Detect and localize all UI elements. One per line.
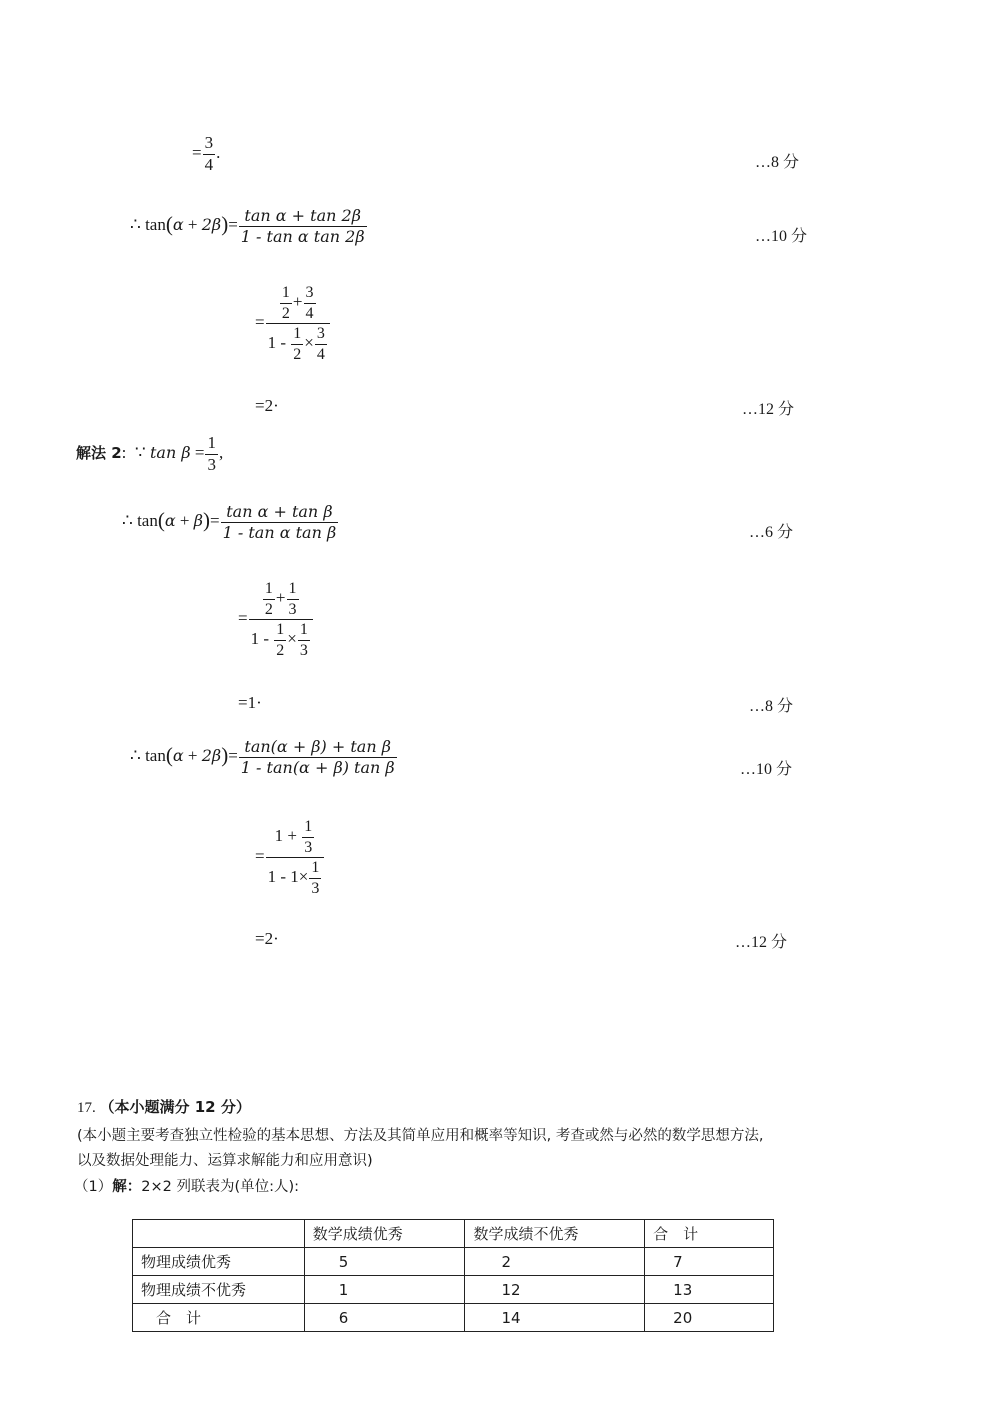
times: × [304, 333, 314, 353]
table-cell: 6 [304, 1304, 465, 1332]
denominator: 1 - tan(α + β) tan β [240, 757, 395, 777]
plus: + [179, 511, 190, 530]
two-beta: 2β [201, 746, 222, 765]
row-label: 物理成绩不优秀 [133, 1276, 305, 1304]
plus: + [187, 215, 198, 234]
tan-beta: tan β [149, 443, 191, 463]
fraction [287, 580, 299, 618]
numerator: tan α + tan 2β [244, 206, 361, 225]
score-marker: …6 分 [749, 524, 794, 541]
solution-label: 解： [112, 1179, 142, 1195]
equals-sign: = [255, 846, 265, 866]
fraction [239, 738, 397, 776]
table-cell: 2 [465, 1248, 645, 1276]
fraction [304, 284, 316, 322]
numerator [277, 284, 319, 323]
left-paren: ( [157, 508, 165, 532]
formula-tan-alpha-plus-beta [122, 503, 339, 541]
table-cell: 20 [645, 1304, 774, 1332]
one-minus-one-times: 1 - 1× [267, 867, 309, 887]
alpha: α [172, 215, 184, 234]
one-minus: 1 - [267, 333, 291, 353]
fraction [274, 621, 286, 659]
result-line: =2· [255, 396, 279, 415]
table-cell: 14 [465, 1304, 645, 1332]
colon: : [121, 443, 127, 463]
numerator: 1 [281, 284, 290, 301]
equals-sign: = [194, 443, 205, 463]
numerator: 1 [288, 580, 297, 597]
row-label: 物理成绩优秀 [133, 1248, 305, 1276]
numerator: 3 [305, 284, 314, 301]
denominator: 4 [316, 345, 325, 363]
formula-tan-alpha-plus-2beta [130, 207, 368, 245]
problem-description-line1: (本小题主要考查独立性检验的基本思想、方法及其简单应用和概率等知识, 考查或然与必然的数学思想方法, [77, 1128, 764, 1144]
right-paren: ) [221, 743, 229, 767]
denominator: 3 [288, 600, 297, 618]
table-cell: 5 [304, 1248, 465, 1276]
denominator: 3 [304, 838, 313, 856]
denominator: 3 [207, 454, 216, 474]
numerator: 1 [276, 621, 285, 639]
denominator [266, 323, 330, 363]
problem-points: （本小题满分 12 分） [99, 1098, 251, 1116]
because-symbol: ∵ [134, 443, 146, 463]
equals-sign: = [238, 608, 248, 628]
table-header-cell: 数学成绩不优秀 [465, 1220, 645, 1248]
fraction [239, 207, 367, 245]
numerator: tan(α + β) + tan β [244, 737, 391, 756]
fraction [221, 503, 339, 541]
equals-sign: = [192, 143, 202, 163]
fraction [203, 134, 216, 174]
problem-17-heading [77, 1096, 251, 1117]
table-row [133, 1304, 774, 1332]
table-cell: 7 [645, 1248, 774, 1276]
denominator: 2 [276, 641, 285, 659]
denominator: 1 - tan α tan β [222, 522, 337, 542]
fraction [291, 325, 303, 363]
table-cell: 13 [645, 1276, 774, 1304]
score-marker: …12 分 [735, 934, 788, 951]
compound-fraction [266, 284, 330, 363]
score-marker: …10 分 [740, 761, 793, 778]
numerator: 1 [304, 818, 313, 835]
denominator [249, 619, 313, 659]
therefore-tan: ∴ tan [130, 746, 166, 765]
substitution-step [255, 284, 331, 363]
right-paren: ) [203, 508, 210, 532]
part-number: （1） [74, 1179, 113, 1195]
comma: , [218, 443, 224, 463]
denominator: 4 [204, 154, 214, 174]
numerator: 1 [311, 859, 320, 877]
equals-sign: = [228, 746, 238, 765]
one-minus: 1 - [250, 629, 274, 649]
therefore-tan: ∴ tan [122, 511, 158, 530]
solution2-given [76, 434, 223, 474]
contingency-table [132, 1219, 774, 1332]
denominator: 2 [264, 600, 273, 618]
table-row [133, 1248, 774, 1276]
table-header-cell: 合 计 [645, 1220, 774, 1248]
score-marker: …12 分 [742, 401, 795, 418]
numerator: 3 [204, 133, 214, 152]
score-marker: …8 分 [749, 698, 794, 715]
compound-fraction [266, 818, 325, 897]
table-row [133, 1276, 774, 1304]
fraction [309, 859, 321, 897]
score-marker: …10 分 [755, 228, 808, 245]
fraction [315, 325, 327, 363]
numerator [260, 580, 302, 619]
result-line: =2· [255, 929, 279, 948]
numerator: tan α + tan β [226, 502, 333, 521]
problem-description-line2: 以及数据处理能力、运算求解能力和应用意识) [77, 1153, 373, 1169]
times: × [287, 629, 297, 649]
row-label: 合 计 [133, 1304, 305, 1332]
fraction [205, 434, 218, 474]
numerator: 1 [299, 621, 308, 639]
left-paren: ( [165, 743, 173, 767]
numerator: 1 [207, 433, 216, 452]
equals-sign: = [255, 312, 265, 332]
table-header-cell: 数学成绩优秀 [304, 1220, 465, 1248]
fraction [280, 284, 292, 322]
one-plus: 1 + [274, 826, 302, 845]
fraction [298, 621, 310, 659]
denominator: 1 - tan α tan 2β [240, 226, 365, 246]
numerator [273, 818, 318, 857]
substitution-step [255, 818, 325, 897]
denominator: 3 [299, 641, 308, 659]
denominator [266, 857, 325, 897]
equals-sign: = [210, 511, 220, 530]
right-paren: ) [221, 212, 229, 236]
result-line: =1· [238, 693, 262, 712]
alpha: α [172, 746, 184, 765]
problem-number: 17. [77, 1100, 96, 1116]
fraction [302, 818, 314, 856]
solution-label: 解法 2 [76, 444, 122, 463]
therefore-tan: ∴ tan [130, 215, 166, 234]
numerator: 3 [316, 325, 325, 343]
part-text: 2×2 列联表为(单位:人): [141, 1179, 300, 1195]
substitution-step [238, 580, 314, 659]
table-cell: 12 [465, 1276, 645, 1304]
denominator: 2 [281, 304, 290, 322]
plus: + [187, 746, 198, 765]
table-header-cell [133, 1220, 305, 1248]
beta: β [193, 511, 203, 530]
denominator: 2 [293, 345, 302, 363]
fraction [263, 580, 275, 618]
part1-intro [74, 1175, 299, 1196]
compound-fraction [249, 580, 313, 659]
numerator: 1 [264, 580, 273, 597]
score-marker: …8 分 [755, 154, 800, 171]
denominator: 4 [305, 304, 314, 322]
denominator: 3 [311, 879, 320, 897]
two-beta: 2β [201, 215, 222, 234]
step-tan-2beta [192, 134, 220, 174]
table-header-row [133, 1220, 774, 1248]
plus: + [292, 292, 303, 311]
numerator: 1 [293, 325, 302, 343]
formula-tan-alpha-plus-2beta-v2 [130, 738, 398, 776]
plus: + [275, 588, 286, 607]
left-paren: ( [165, 212, 173, 236]
equals-sign: = [228, 215, 238, 234]
table-cell: 1 [304, 1276, 465, 1304]
period: . [216, 143, 221, 163]
alpha: α [164, 511, 176, 530]
